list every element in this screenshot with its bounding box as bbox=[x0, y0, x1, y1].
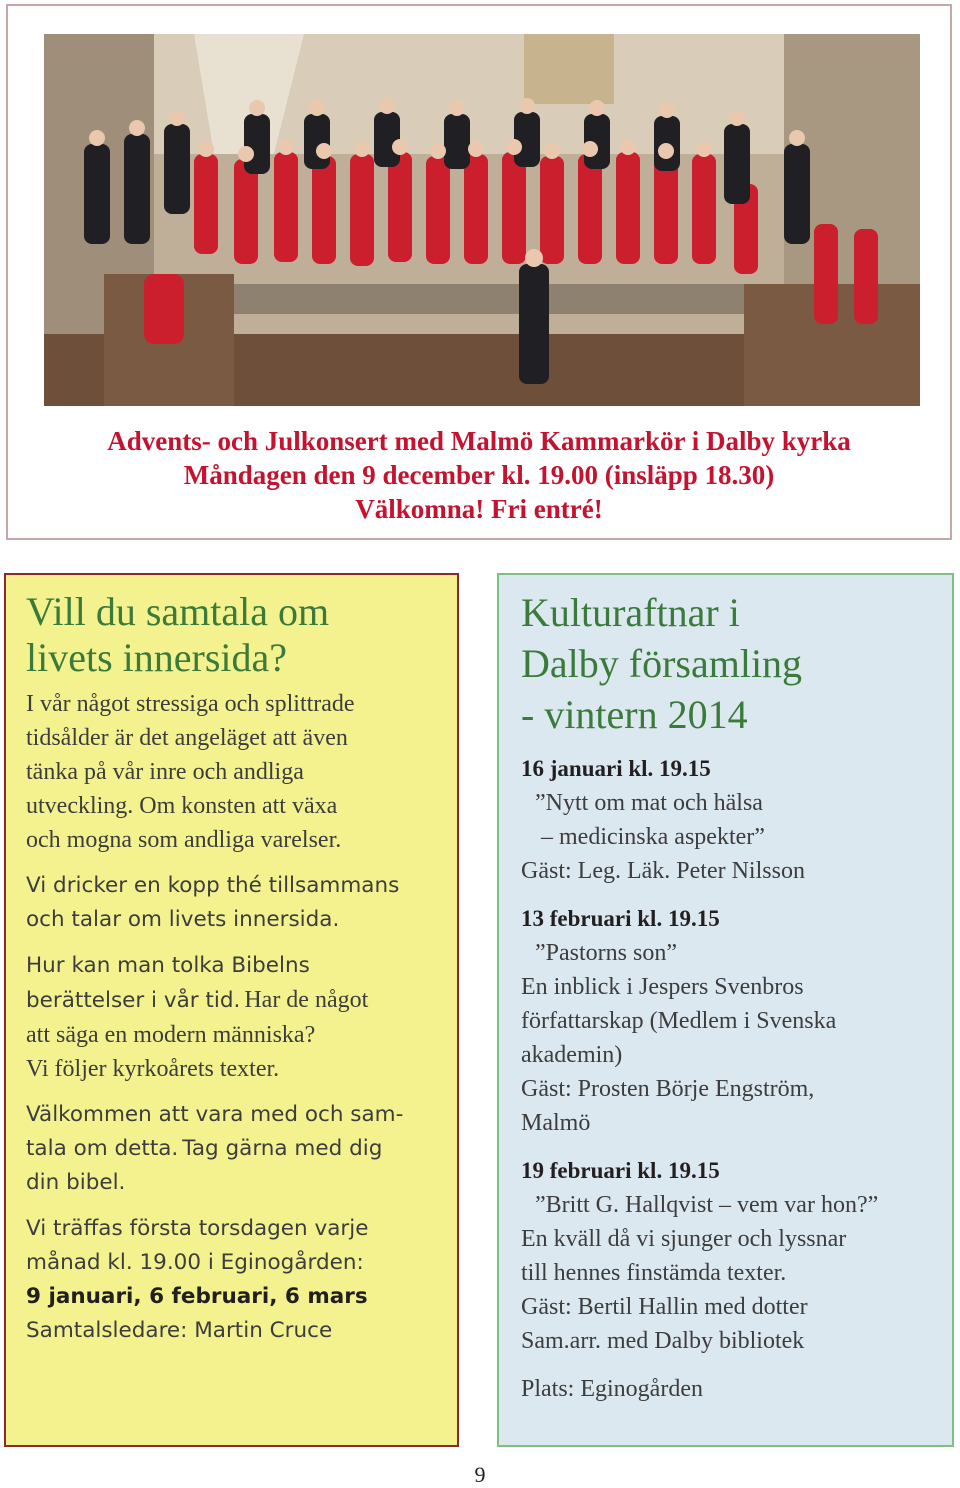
concert-box bbox=[6, 4, 952, 540]
event-date: 19 februari kl. 19.15 bbox=[521, 1158, 720, 1183]
culture-title: Kulturaftnar i Dalby församling - vintern 2014 bbox=[521, 590, 803, 737]
event-organizer: Sam.arr. med Dalby bibliotek bbox=[521, 1328, 805, 1354]
meeting-paragraph: Vi träffas första torsdagen varje månad kl. 19.00 i Eginogården: 9 januari, 6 februari, 6 mars Samtalsledare: Martin Cruce bbox=[26, 1212, 446, 1348]
conversation-leader: Samtalsledare: Martin Cruce bbox=[26, 1318, 333, 1343]
event-title: ”Nytt om mat och hälsa bbox=[535, 790, 763, 816]
event-description: akademin) bbox=[521, 1042, 623, 1068]
concert-line: Advents- och Julkonsert med Malmö Kammarkör i Dalby kyrka bbox=[107, 426, 851, 456]
event-guest: Gäst: Prosten Börje Engström, bbox=[521, 1076, 815, 1102]
event-title: ”Britt G. Hallqvist – vem var hon?” bbox=[535, 1192, 879, 1218]
culture-evenings-box bbox=[497, 573, 954, 1447]
event-item bbox=[521, 902, 941, 1140]
event-place: Plats: Eginogården bbox=[521, 1376, 703, 1402]
concert-announcement bbox=[8, 424, 950, 526]
choir-photo bbox=[44, 34, 920, 406]
event-date: 16 januari kl. 19.15 bbox=[521, 756, 711, 781]
event-guest: Gäst: Bertil Hallin med dotter bbox=[521, 1294, 808, 1320]
meeting-dates: 9 januari, 6 februari, 6 mars bbox=[26, 1284, 368, 1309]
tea-paragraph: Vi dricker en kopp thé tillsammans och talar om livets innersida. bbox=[26, 873, 400, 932]
concert-line: Måndagen den 9 december kl. 19.00 (insläpp 18.30) bbox=[183, 460, 775, 490]
event-description: En inblick i Jespers Svenbros bbox=[521, 974, 804, 1000]
event-description: till hennes finstämda texter. bbox=[521, 1260, 787, 1286]
event-description: författarskap (Medlem i Svenska bbox=[521, 1008, 837, 1034]
concert-line: Välkomna! Fri entré! bbox=[355, 494, 603, 524]
event-description: En kväll då vi sjunger och lyssnar bbox=[521, 1226, 847, 1252]
event-item bbox=[521, 1154, 941, 1358]
event-subtitle: – medicinska aspekter” bbox=[541, 824, 765, 850]
conversation-group-box bbox=[4, 573, 459, 1447]
bible-paragraph: Hur kan man tolka Bibelns berättelser i vår tid. Har de något att säga en modern människa? Vi följer kyrkoårets texter. bbox=[26, 953, 369, 1082]
conversation-title: Vill du samtala om livets innersida? bbox=[26, 589, 330, 680]
event-guest: Malmö bbox=[521, 1110, 591, 1136]
page-number: 9 bbox=[474, 1462, 486, 1487]
event-date: 13 februari kl. 19.15 bbox=[521, 906, 720, 931]
event-item bbox=[521, 752, 941, 888]
event-title: ”Pastorns son” bbox=[535, 940, 677, 966]
welcome-paragraph: Välkommen att vara med och sam- tala om detta. Tag gärna med dig din bibel. bbox=[26, 1102, 404, 1195]
intro-paragraph: I vår något stressiga och splittrade tidsålder är det angeläget att även tänka på vår inre och andliga utveckling. Om konsten att växa och mogna som andliga varelser. bbox=[26, 691, 355, 853]
event-guest: Gäst: Leg. Läk. Peter Nilsson bbox=[521, 858, 805, 884]
